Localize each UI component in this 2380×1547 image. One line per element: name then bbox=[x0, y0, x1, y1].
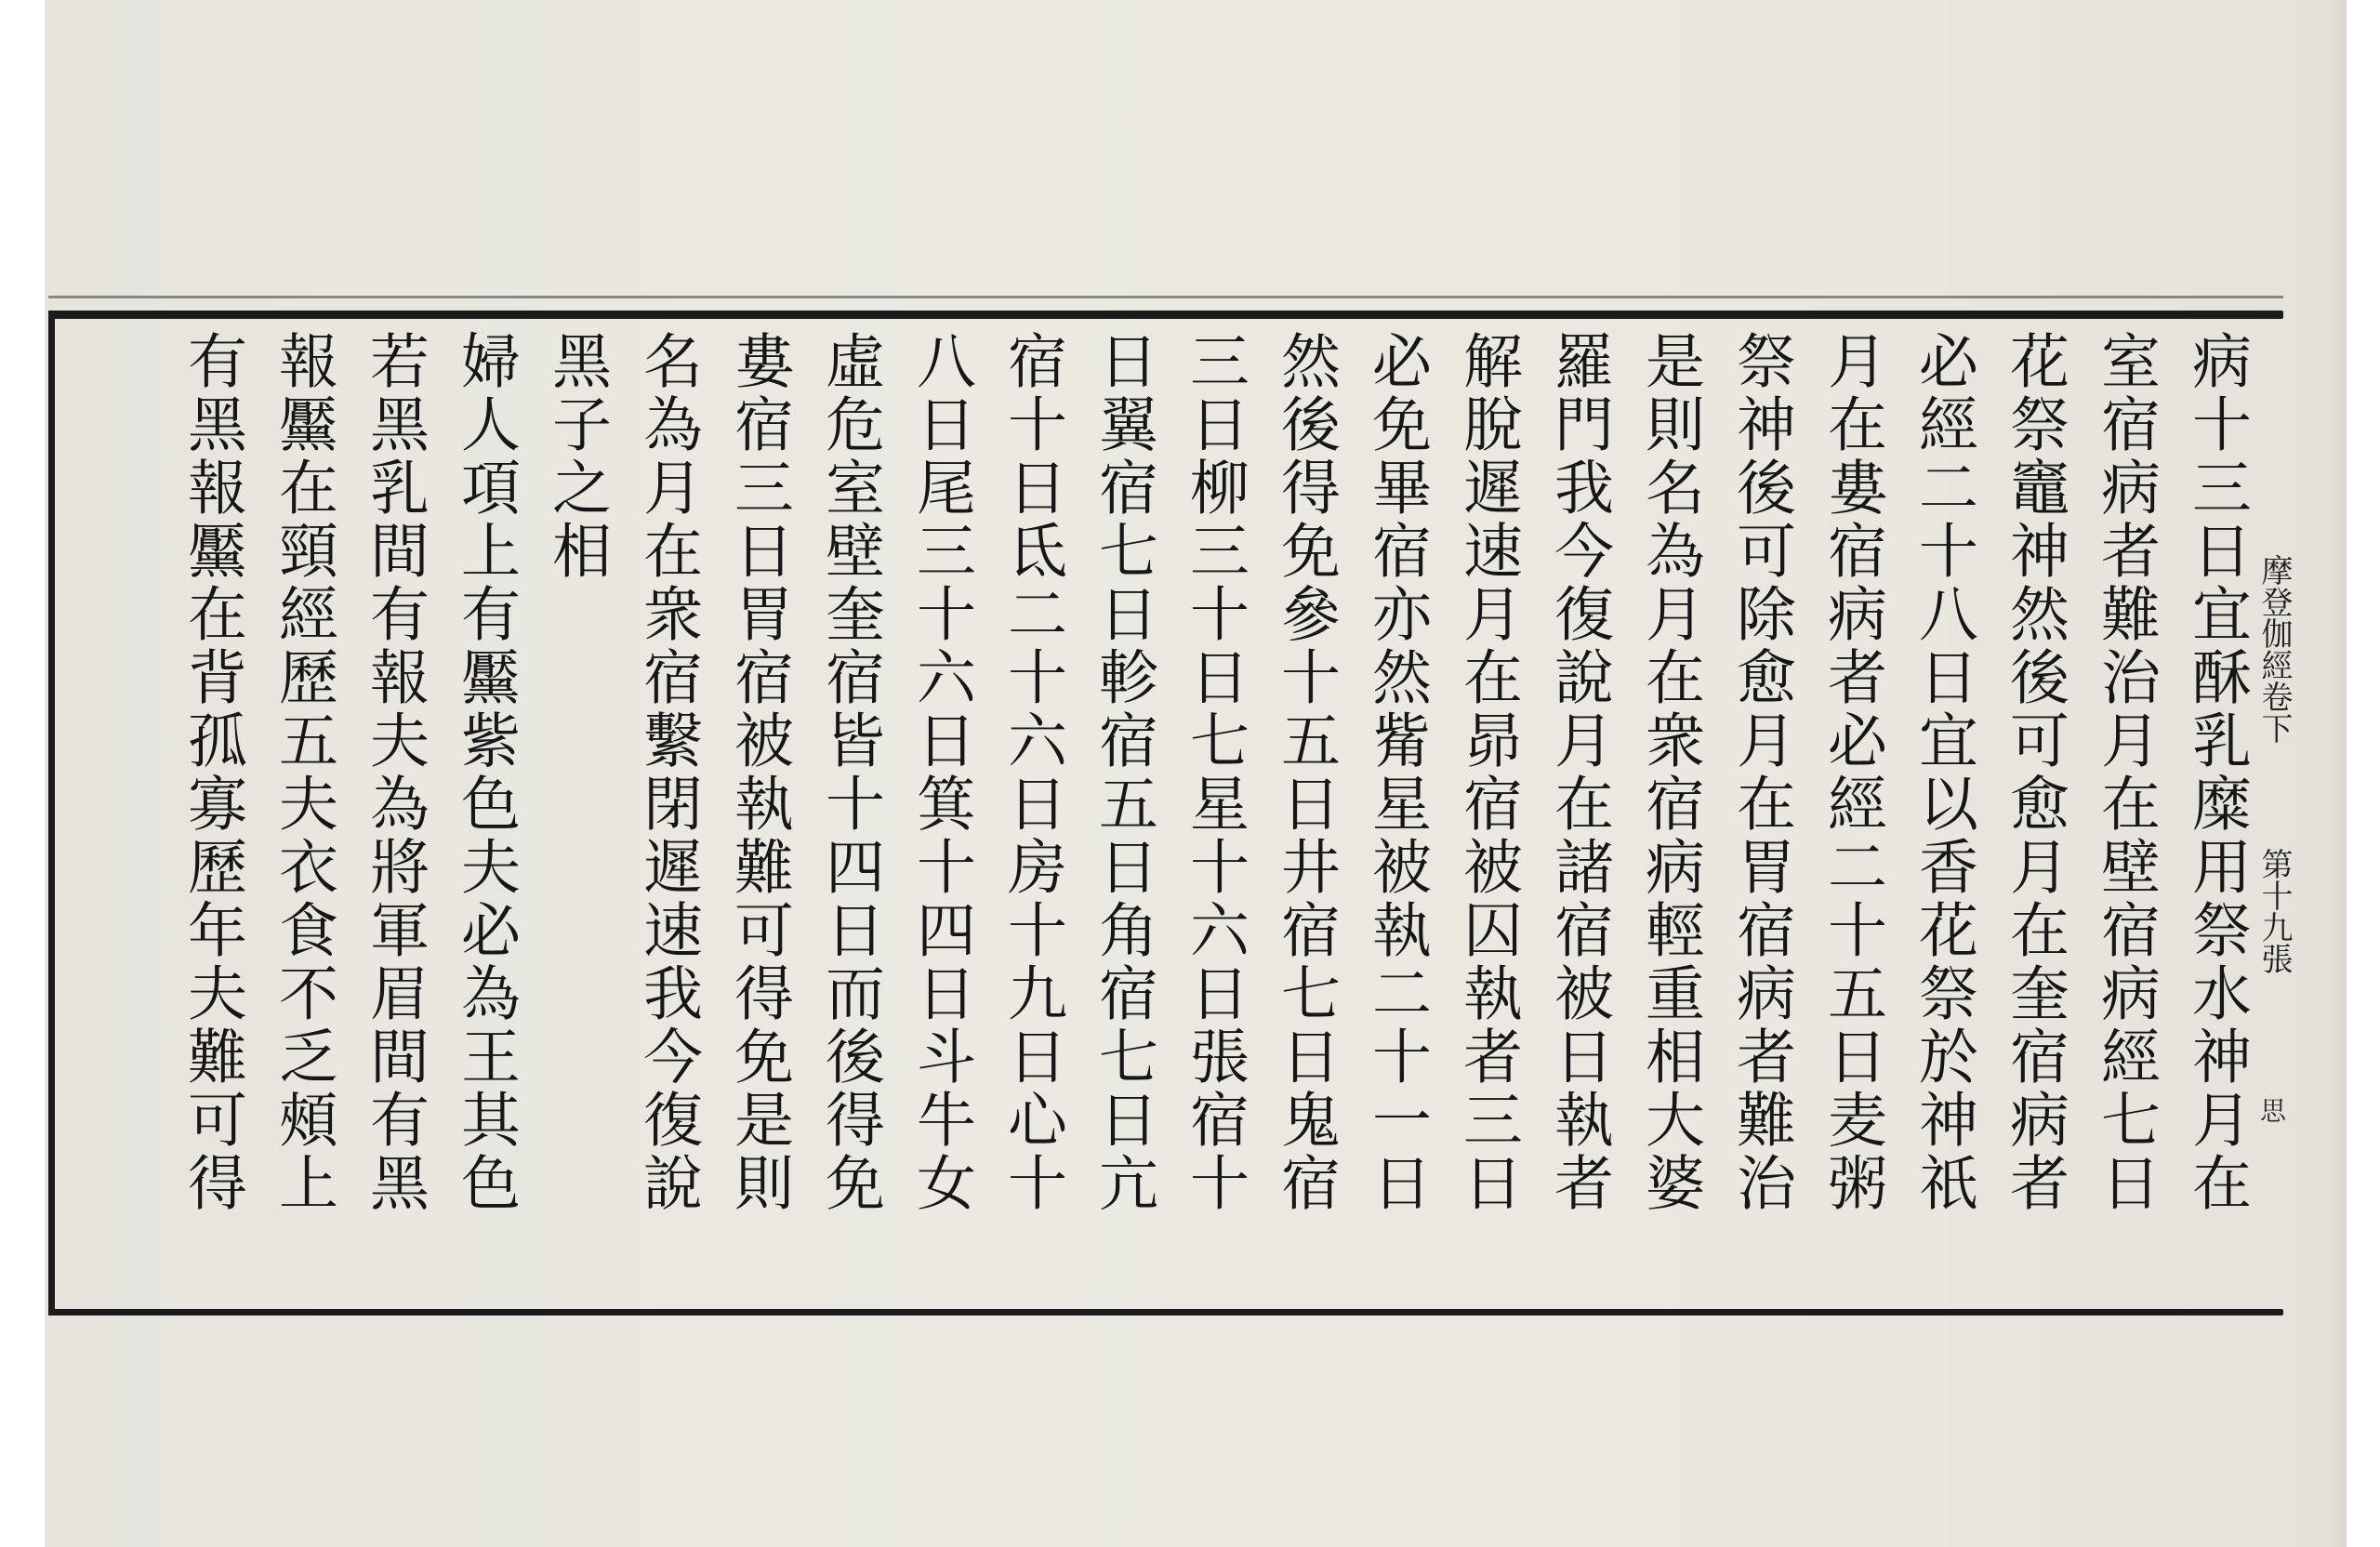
text-column-1: 病十三日宜酥乳糜用祭水神月在 bbox=[2182, 330, 2251, 1215]
woodblock-frame bbox=[45, 0, 2347, 1547]
text-column-23: 有黑報黶在背孤寡歷年夫難可得 bbox=[178, 330, 246, 1215]
text-column-2: 室宿病者難治月在壁宿病經七日 bbox=[2091, 330, 2160, 1215]
text-column-14: 宿十日氐二十六日房十九日心十 bbox=[998, 330, 1066, 1215]
margin-mark: 思 bbox=[2256, 1097, 2287, 1123]
margin-book-title: 摩登伽經卷下 bbox=[2255, 554, 2293, 744]
text-column-9: 解脫遲速月在昴宿被囚執者三日 bbox=[1453, 330, 1522, 1215]
text-column-3: 花祭竈神然後可愈月在奎宿病者 bbox=[2000, 330, 2069, 1215]
text-column-13: 日翼宿七日軫宿五日角宿七日亢 bbox=[1089, 330, 1157, 1215]
text-column-16: 虛危室壁奎宿皆十四日而後得免 bbox=[815, 330, 884, 1215]
text-column-15: 八日尾三十六日箕十四日斗牛女 bbox=[906, 330, 975, 1215]
bottom-border-line bbox=[48, 1309, 2283, 1316]
text-column-18: 名為月在衆宿繫閉遲速我今復說 bbox=[633, 330, 702, 1215]
text-column-20: 婦人項上有黶紫色夫必為王其色 bbox=[451, 330, 520, 1215]
text-column-19: 黑子之相 bbox=[542, 330, 611, 583]
left-border-line bbox=[48, 311, 55, 1316]
top-border-thin-line bbox=[48, 296, 2283, 298]
text-column-8: 羅門我今復說月在諸宿被日執者 bbox=[1544, 330, 1613, 1215]
text-column-21: 若黑乳間有報夫為將軍眉間有黑 bbox=[360, 330, 429, 1215]
text-column-12: 三日柳三十日七星十六日張宿十 bbox=[1180, 330, 1249, 1215]
text-column-22: 報黶在頸經歷五夫衣食不乏頰上 bbox=[269, 330, 337, 1215]
margin-page-number: 第十九張 bbox=[2255, 848, 2293, 974]
text-column-17: 婁宿三日胃宿被執難可得免是則 bbox=[724, 330, 793, 1215]
text-column-6: 祭神後可除愈月在胃宿病者難治 bbox=[1726, 330, 1795, 1215]
top-border-line bbox=[48, 311, 2283, 319]
text-column-4: 必經二十八日宜以香花祭於神祇 bbox=[1909, 330, 1977, 1215]
text-column-10: 必免畢宿亦然觜星被執二十一日 bbox=[1362, 330, 1431, 1215]
text-column-11: 然後得免參十五日井宿七日鬼宿 bbox=[1271, 330, 1340, 1215]
scanned-page bbox=[45, 0, 2347, 1547]
text-column-5: 月在婁宿病者必經二十五日麦粥 bbox=[1818, 330, 1886, 1215]
text-column-7: 是則名為月在衆宿病輕重相大婆 bbox=[1635, 330, 1704, 1215]
text-body bbox=[110, 330, 2267, 1302]
